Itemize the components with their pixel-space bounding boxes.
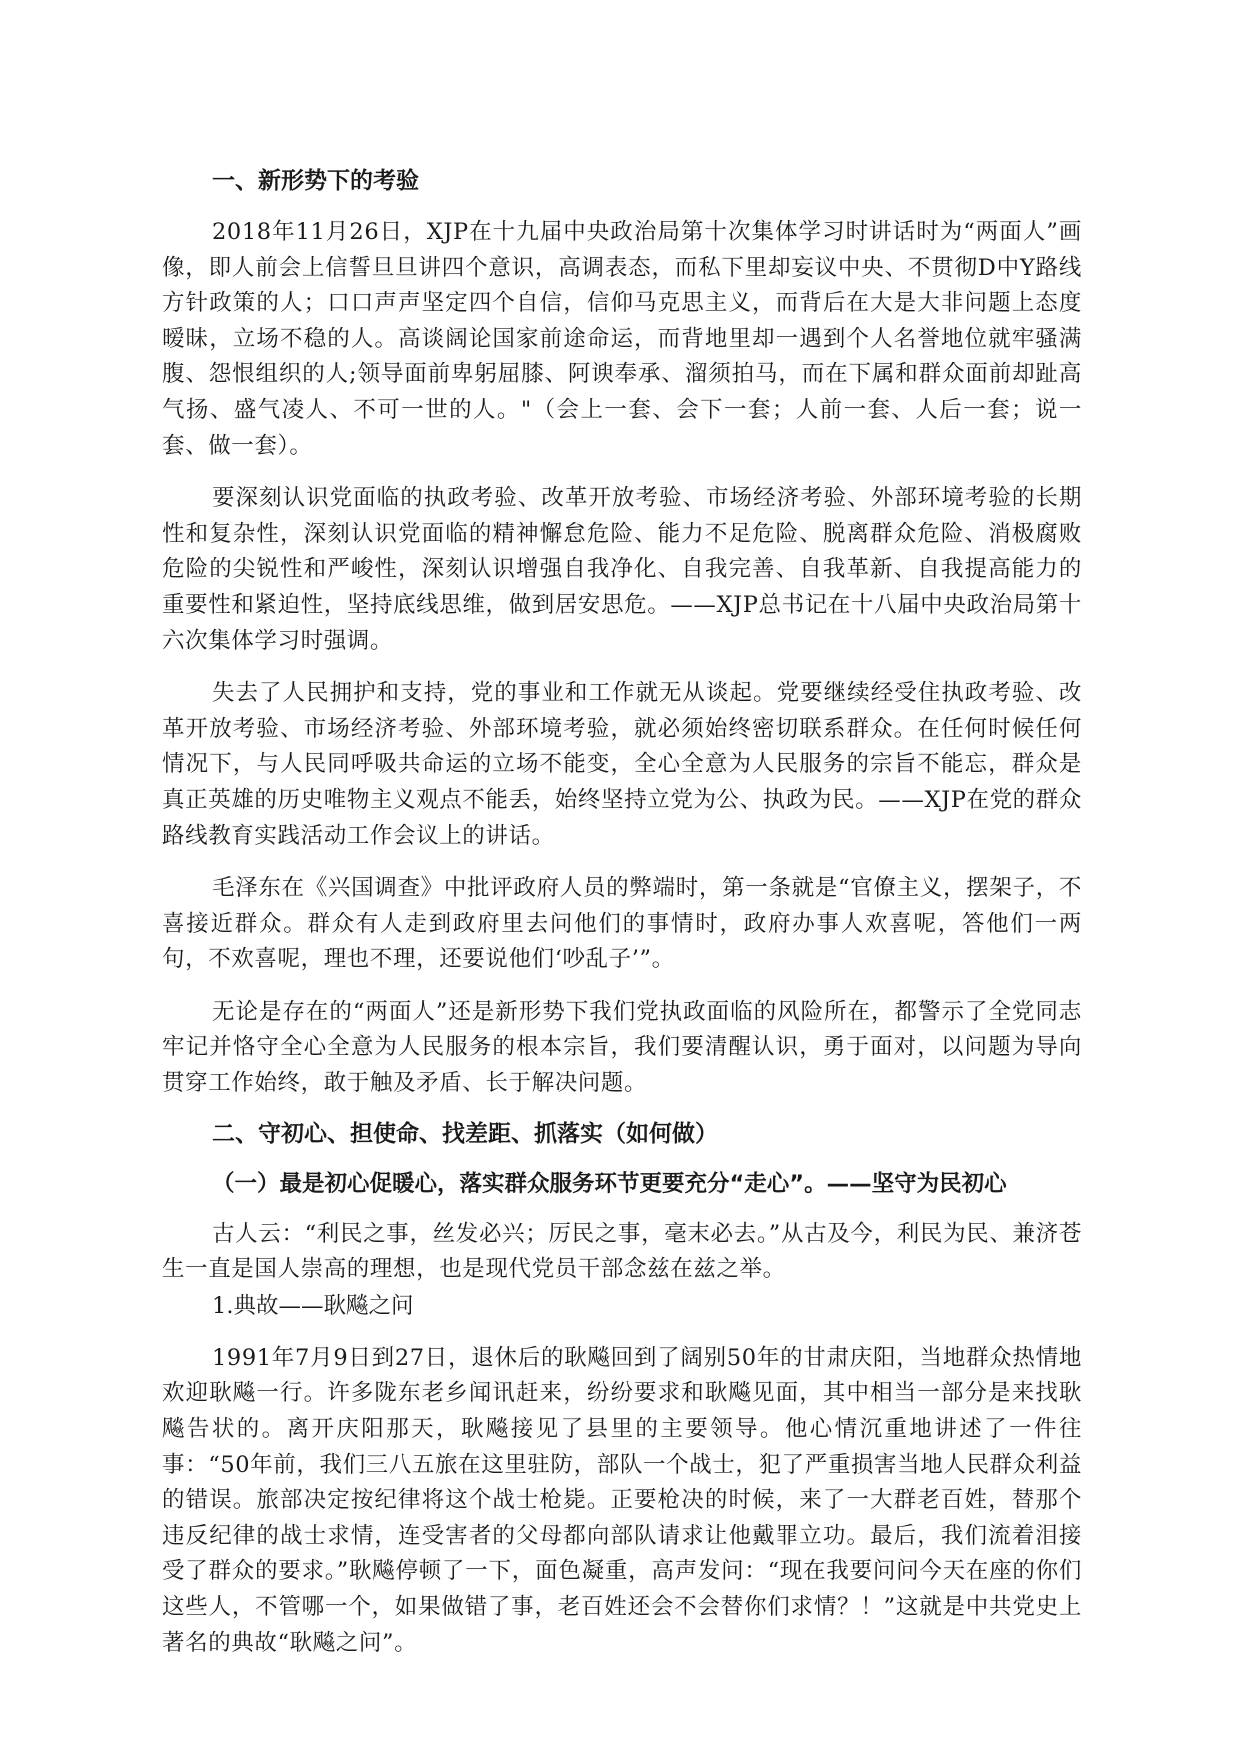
paragraph-two-faced-people: 2018年11月26日，XJP在十九届中央政治局第十次集体学习时讲话时为“两面人”画像，即人前会上信誓旦旦讲四个意识，高调表态，而私下里却妄议中央、不贯彻D中Y路线方针政策的人；口口声声坚定四个自信，信仰马克思主义，而背后在大是大非问题上态度暧昧，立场不稳的人。高谈阔论国家前途命运，而背地里却一遇到个人名誉地位就牢骚满腹、怨恨组织的人;领导面前卑躬屈膝、阿谀奉承、溜须拍马，而在下属和群众面前却趾高气扬、盛气凌人、不可一世的人。"（会上一套、会下一套；人前一套、人后一套；说一套、做一套）。 bbox=[162, 219, 1082, 459]
subsection-heading-1: （一）最是初心促暖心，落实群众服务环节更要充分“走心”。——坚守为民初心 bbox=[212, 1170, 1007, 1197]
paragraph-warning: 无论是存在的“两面人”还是新形势下我们党执政面临的风险所在，都警示了全党同志牢记并恪守全心全意为人民服务的根本宗旨，我们要清醒认识，勇于面对，以问题为导向贯穿工作始终，敢于触及矛盾、长于解决问题。 bbox=[162, 998, 1082, 1097]
list-item-allusion: 1.典故——耿飚之问 bbox=[212, 1292, 414, 1319]
document-body bbox=[162, 163, 1082, 1661]
section-heading-2: 二、守初心、担使命、找差距、抓落实（如何做） bbox=[212, 1120, 718, 1147]
paragraph-xingguo-survey: 毛泽东在《兴国调查》中批评政府人员的弊端时，第一条就是“官僚主义，摆架子，不喜接近群众。群众有人走到政府里去问他们的事情时，政府办事人欢喜呢，答他们一两句，不欢喜呢，理也不理，还要说他们‘吵乱子’”。 bbox=[162, 875, 1082, 973]
paragraph-people-support: 失去了人民拥护和支持，党的事业和工作就无从谈起。党要继续经受住执政考验、改革开放考验、市场经济考验、外部环境考验，就必须始终密切联系群众。在任何时候任何情况下，与人民同呼吸共命运的立场不能变，全心全意为人民服务的宗旨不能忘，群众是真正英雄的历史唯物主义观点不能丢，始终坚持立党为公、执政为民。——XJP在党的群众路线教育实践活动工作会议上的讲话。 bbox=[162, 680, 1082, 849]
paragraph-four-tests: 要深刻认识党面临的执政考验、改革开放考验、市场经济考验、外部环境考验的长期性和复杂性，深刻认识党面临的精神懈怠危险、能力不足危险、脱离群众危险、消极腐败危险的尖锐性和严峻性，深刻认识增强自我净化、自我完善、自我革新、自我提高能力的重要性和紧迫性，坚持底线思维，做到居安思危。——XJP总书记在十八届中央政治局第十六次集体学习时强调。 bbox=[162, 485, 1082, 654]
paragraph-geng-biao-question: 1991年7月9日到27日，退休后的耿飚回到了阔别50年的甘肃庆阳，当地群众热情地欢迎耿飚一行。许多陇东老乡闻讯赶来，纷纷要求和耿飚见面，其中相当一部分是来找耿飚告状的。离开庆阳那天，耿飚接见了县里的主要领导。他心情沉重地讲述了一件往事：“50年前，我们三八五旅在这里驻防，部队一个战士，犯了严重损害当地人民群众利益的错误。旅部决定按纪律将这个战士枪毙。正要枪决的时候，来了一大群老百姓，替那个违反纪律的战士求情，连受害者的父母都向部队请求让他戴罪立功。最后，我们流着泪接受了群众的要求。”耿飚停顿了一下，面色凝重，高声发问：“现在我要问问今天在座的你们这些人，不管哪一个，如果做错了事，老百姓还会不会替你们求情？！”这就是中共党史上著名的典故“耿飚之问”。 bbox=[162, 1344, 1082, 1656]
section-heading-1: 一、新形势下的考验 bbox=[212, 168, 419, 194]
paragraph-ancient-saying: 古人云：“利民之事，丝发必兴；厉民之事，毫末必去。”从古及今，利民为民、兼济苍生一直是国人崇高的理想，也是现代党员干部念兹在兹之举。 bbox=[162, 1220, 1082, 1283]
